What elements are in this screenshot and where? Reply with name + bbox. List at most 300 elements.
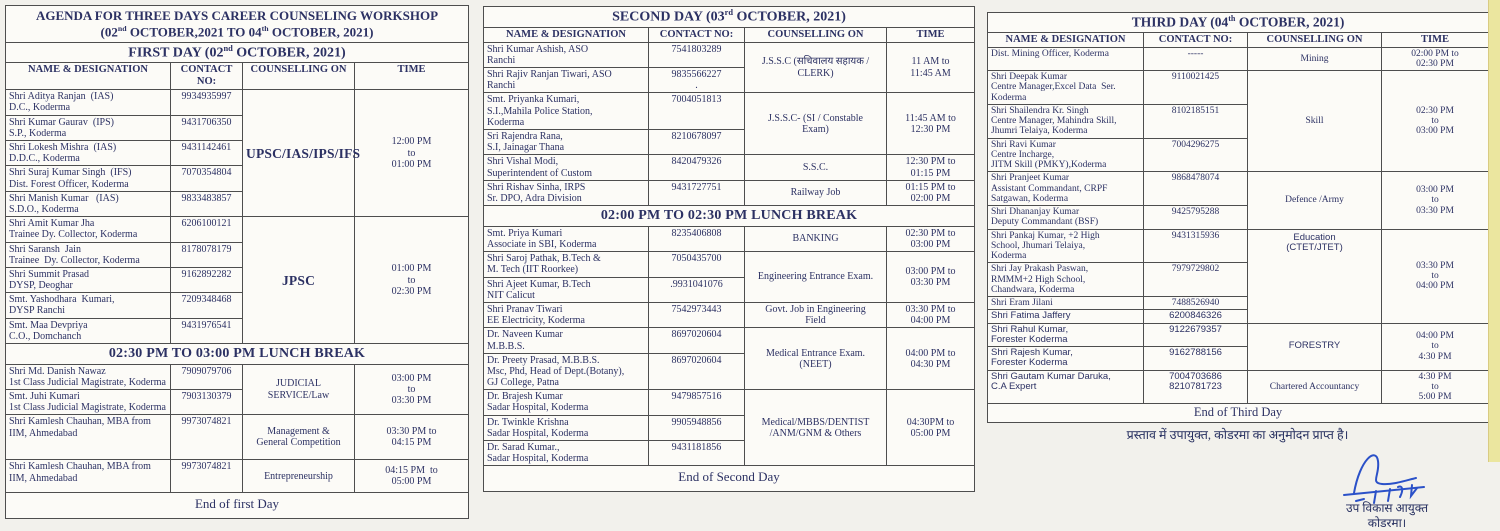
cell-line: 9973074821	[181, 416, 232, 428]
cell-line: 03:30 PM	[391, 395, 432, 407]
cell-line: JUDICIAL	[276, 378, 321, 390]
cell-line: 7070354804	[181, 167, 232, 179]
scan-edge-strip	[1488, 0, 1500, 462]
name-cell	[6, 460, 171, 493]
cell-line: 7004296275	[1171, 139, 1220, 150]
col-header-counselling: COUNSELLING ON	[745, 27, 887, 42]
cell-line: 02:30 PM	[1416, 58, 1454, 69]
contact-cell	[171, 217, 243, 242]
cell-line: Shri Fatima Jaffery	[991, 310, 1071, 322]
cell-line: Exam)	[802, 123, 829, 135]
cell-line: 04:00 PM to	[905, 347, 956, 359]
day1-title	[6, 42, 469, 63]
workshop-title-cell	[6, 6, 469, 43]
cell-line: Shri Lokesh Mishra (IAS)	[9, 142, 117, 154]
cell-line: 03:00 PM	[910, 239, 951, 251]
name-cell	[988, 323, 1144, 347]
cell-line: UPSC/IAS/IPS/IFS	[246, 145, 361, 161]
contact-cell	[171, 242, 243, 267]
time-cell	[355, 364, 469, 415]
col-header-counselling: COUNSELLING ON	[1248, 32, 1382, 47]
contact-cell	[171, 267, 243, 292]
cell-line: 04:00 PM	[1416, 331, 1454, 342]
counselling-cell	[745, 42, 887, 93]
cell-line: Chandwara, Koderma	[991, 284, 1075, 295]
cell-line: 1st Class Judicial Magistrate, Koderma	[9, 376, 166, 388]
cell-line: Sadar Hospital, Koderma	[487, 427, 589, 439]
contact-cell	[649, 353, 745, 390]
name-cell	[6, 364, 171, 389]
signatory-title: उप विकास आयुक्त	[1345, 500, 1429, 515]
contact-cell	[1144, 206, 1248, 230]
name-cell	[988, 347, 1144, 371]
ordinal-superscript: nd	[223, 43, 233, 53]
name-cell	[988, 263, 1144, 297]
cell-line: J.S.S.C- (SI / Constable	[767, 112, 863, 124]
contact-cell	[1144, 370, 1248, 404]
cell-line: 03:30 PM	[910, 277, 951, 289]
lunch-break-label: 02:00 PM TO 02:30 PM LUNCH BREAK	[484, 206, 975, 227]
signature-block	[1312, 443, 1462, 531]
counselling-cell	[243, 217, 355, 344]
cell-line: Assistant Commandant, CRPF	[991, 183, 1108, 194]
name-cell	[6, 390, 171, 415]
cell-line: Shri Amit Kumar Jha	[9, 218, 95, 230]
contact-cell	[1144, 138, 1248, 172]
contact-cell	[171, 364, 243, 389]
day-end-row	[988, 404, 1489, 423]
name-cell	[484, 130, 649, 155]
agenda-row	[6, 364, 469, 389]
cell-line: S.D.O., Koderma	[9, 203, 79, 215]
cell-line: Shri Rishav Sinha, IRPS	[487, 181, 586, 193]
name-cell	[484, 226, 649, 251]
cell-line: 11:45 AM to	[905, 112, 956, 124]
cell-line: Shri Pranjeet Kumar	[991, 173, 1070, 184]
contact-cell	[649, 42, 745, 67]
time-cell	[1382, 229, 1489, 323]
counselling-cell	[243, 364, 355, 415]
contact-cell	[649, 226, 745, 251]
cell-line: General Competition	[256, 437, 341, 449]
workshop-title: AGENDA FOR THREE DAYS CAREER COUNSELING WORKSHOP	[35, 8, 439, 23]
time-cell	[887, 328, 975, 390]
time-cell	[887, 390, 975, 466]
cell-line: Shri Md. Danish Nawaz	[9, 365, 106, 377]
cell-line: Shri Saransh Jain	[9, 243, 81, 255]
cell-line: Shri Rajiv Ranjan Tiwari, ASO	[487, 69, 612, 81]
cell-line: Field	[805, 315, 826, 327]
contact-cell	[1144, 172, 1248, 206]
time-cell	[887, 42, 975, 93]
cell-line: to	[407, 274, 416, 286]
ordinal-superscript: nd	[117, 23, 127, 33]
title-text: FIRST DAY (02	[128, 45, 224, 61]
agenda-row	[988, 47, 1489, 71]
cell-line: to	[407, 147, 416, 159]
cell-line: to	[1431, 270, 1439, 281]
agenda-row	[6, 460, 469, 493]
name-cell	[484, 252, 649, 277]
cell-line: 03:30 PM	[1416, 205, 1454, 216]
cell-line: 9431727751	[671, 181, 722, 193]
name-cell	[484, 155, 649, 180]
workshop-date-range	[8, 24, 466, 40]
contact-cell	[171, 415, 243, 460]
cell-line: Ranchi	[487, 54, 516, 66]
cell-line: JPSC	[281, 272, 316, 288]
col-header-counselling: COUNSELLING ON	[243, 63, 355, 90]
cell-line: to	[1431, 381, 1439, 392]
cell-line: 9934935997	[181, 91, 232, 103]
cell-line: Sr. DPO, Adra Division	[487, 192, 582, 204]
name-cell	[484, 390, 649, 415]
col-header-name: NAME & DESIGNATION	[6, 63, 171, 90]
contact-cell	[1144, 47, 1248, 71]
time-cell	[887, 226, 975, 251]
day3-table	[987, 12, 1489, 423]
cell-line: Shri Kumar Gaurav (IPS)	[9, 116, 114, 128]
time-cell	[1382, 323, 1489, 370]
cell-line: S.S.C.	[802, 162, 829, 173]
title-text: OCTOBER, 2021)	[232, 45, 346, 61]
contact-cell	[649, 155, 745, 180]
contact-cell	[171, 166, 243, 191]
contact-cell	[649, 277, 745, 302]
cell-line: 01:00 PM	[391, 158, 432, 170]
cell-line: 9973074821	[181, 461, 232, 473]
contact-cell	[649, 390, 745, 415]
cell-line: 8235406808	[671, 227, 722, 239]
time-cell	[1382, 47, 1489, 71]
cell-line: 03:30 PM to	[905, 303, 956, 315]
day2-title	[484, 7, 975, 28]
contact-cell	[1144, 229, 1248, 263]
cell-line: Jhumri Telaiya, Koderma	[991, 126, 1088, 137]
cell-line: GJ College, Patna	[487, 377, 559, 389]
cell-line: 02:00 PM	[910, 192, 951, 204]
cell-line: 9835566227	[671, 69, 722, 81]
agenda-row	[6, 415, 469, 460]
lunch-break-row	[6, 344, 469, 365]
name-cell	[484, 42, 649, 67]
cell-line: M.B.B.S.	[487, 340, 525, 352]
lunch-break-label: 02:30 PM TO 03:00 PM LUNCH BREAK	[6, 344, 469, 365]
cell-line: 05:00 PM	[910, 427, 951, 439]
cell-line: JITM Skill (PMKY),Koderma	[991, 160, 1107, 171]
cell-line: Ranchi	[487, 80, 516, 92]
name-cell	[484, 302, 649, 327]
cell-line: Shri Saroj Pathak, B.Tech &	[487, 253, 601, 265]
cell-line: Shri Pranav Tiwari	[487, 303, 563, 315]
cell-line: (CTET/JTET)	[1286, 241, 1343, 253]
cell-line: Skill	[1305, 116, 1324, 127]
cell-line: Railway Job	[790, 187, 841, 199]
cell-line: D.D.C., Koderma	[9, 153, 80, 165]
name-cell	[484, 277, 649, 302]
cell-line: Shri Gautam Kumar Daruka,	[991, 370, 1111, 382]
contact-cell	[171, 390, 243, 415]
day-end-label: End of first Day	[6, 493, 469, 519]
ordinal-superscript: th	[261, 23, 269, 33]
contact-cell	[649, 252, 745, 277]
cell-line: Shri Kamlesh Chauhan, MBA from	[9, 461, 151, 473]
name-cell	[988, 229, 1144, 263]
cell-line: 8210781723	[1169, 380, 1222, 392]
cell-line: 5:00 PM	[1418, 392, 1452, 403]
cell-line: Dr. Preety Prasad, M.B.B.S.	[487, 354, 600, 366]
cell-line: 9122679357	[1169, 323, 1222, 335]
col-header-contact: CONTACT NO:	[171, 63, 243, 90]
cell-line: Centre Manager, Mahindra Skill,	[991, 116, 1117, 127]
cell-line: to	[1431, 195, 1439, 206]
cell-line: 9479857516	[671, 391, 722, 403]
cell-line: 8697020604	[671, 329, 722, 341]
cell-line: Dr. Sarad Kumar.,	[487, 442, 560, 454]
col-header-time: TIME	[355, 63, 469, 90]
col-header-name: NAME & DESIGNATION	[988, 32, 1144, 47]
cell-line: Sadar Hospital, Koderma	[487, 453, 589, 465]
title-text: OCTOBER,2021 TO 04	[126, 23, 262, 39]
cell-line: 7488526940	[1171, 298, 1220, 309]
cell-line: 03:00 PM	[1416, 126, 1454, 137]
counselling-cell	[745, 226, 887, 251]
counselling-cell	[1248, 323, 1382, 370]
contact-cell	[1144, 297, 1248, 310]
cell-line: FORESTRY	[1288, 340, 1341, 352]
cell-line: Centre Manager,Excel Data Ser.	[991, 82, 1116, 93]
cell-line: BANKING	[792, 233, 839, 245]
contact-cell	[1144, 310, 1248, 323]
day2-header-row	[484, 27, 975, 42]
cell-line: EE Electricity, Koderma	[487, 315, 585, 327]
cell-line: 8420479326	[671, 156, 722, 168]
counselling-cell	[243, 460, 355, 493]
name-cell	[484, 93, 649, 130]
cell-line: C.O., Domchanch	[9, 330, 82, 342]
day1-rows	[6, 90, 469, 519]
cell-line: Dist. Forest Officer, Koderma	[9, 178, 129, 190]
name-cell	[6, 141, 171, 166]
counselling-cell	[745, 302, 887, 327]
title-text: OCTOBER, 2021)	[268, 23, 374, 39]
day2-section	[483, 6, 974, 492]
day2-rows	[484, 42, 975, 491]
agenda-row	[484, 93, 975, 130]
cell-line: 8178078179	[181, 243, 232, 255]
name-cell	[988, 370, 1144, 404]
cell-line: CLERK)	[797, 67, 834, 79]
day3-section	[987, 12, 1488, 531]
name-cell	[6, 90, 171, 115]
cell-line: 6206100121	[181, 218, 232, 230]
cell-line: DYSP Ranchi	[9, 305, 66, 317]
cell-line: Shri Rahul Kumar,	[991, 323, 1069, 335]
cell-line: 7542973443	[671, 303, 722, 315]
counselling-cell	[1248, 229, 1382, 323]
cell-line: Forester Koderma	[991, 333, 1068, 345]
agenda-row	[6, 90, 469, 115]
cell-line: 01:00 PM	[391, 263, 432, 275]
name-cell	[484, 68, 649, 93]
contact-cell	[649, 130, 745, 155]
agenda-row	[988, 370, 1489, 404]
cell-line: Shri Deepak Kumar	[991, 72, 1067, 83]
col-header-contact: CONTACT NO:	[649, 27, 745, 42]
cell-line: Education	[1293, 231, 1336, 243]
contact-cell	[171, 90, 243, 115]
day-end-row	[484, 466, 975, 492]
cell-line: 02:30 PM	[1416, 105, 1454, 116]
cell-line: 01:15 PM to	[905, 181, 956, 193]
cell-line: 04:30PM to	[906, 416, 955, 428]
cell-line: Govt. Job in Engineering	[765, 303, 866, 315]
ordinal-superscript: rd	[724, 8, 734, 17]
cell-line: 12:00 PM	[391, 136, 432, 148]
name-cell	[988, 172, 1144, 206]
ordinal-superscript: th	[1228, 14, 1236, 23]
counselling-cell	[745, 155, 887, 180]
name-cell	[6, 191, 171, 216]
cell-line: Shri Summit Prasad	[9, 268, 90, 280]
cell-line: Superintendent of Custom	[487, 167, 592, 179]
agenda-row	[484, 155, 975, 180]
cell-line: 9431142461	[181, 142, 232, 154]
counselling-cell	[745, 390, 887, 466]
cell-line: 8102185151	[1171, 105, 1220, 116]
cell-line: Smt. Priyanka Kumari,	[487, 94, 580, 106]
counselling-cell	[745, 180, 887, 205]
day1-table	[5, 5, 469, 519]
time-cell	[355, 460, 469, 493]
time-cell	[1382, 71, 1489, 172]
cell-line: 12:30 PM	[910, 123, 951, 135]
name-cell	[6, 217, 171, 242]
cell-line: Shri Ravi Kumar	[991, 139, 1056, 150]
time-cell	[887, 180, 975, 205]
name-cell	[988, 138, 1144, 172]
cell-line: Shri Kamlesh Chauhan, MBA from	[9, 416, 151, 428]
cell-line: 9833483857	[181, 192, 232, 204]
contact-cell	[1144, 71, 1248, 105]
cell-line: NIT Calicut	[487, 289, 535, 301]
counselling-cell	[243, 90, 361, 217]
cell-line: Shri Jay Prakash Paswan,	[991, 264, 1089, 275]
title-text: SECOND DAY (03	[612, 9, 725, 25]
cell-line: Msc, Phd, Head of Dept.(Botany),	[487, 365, 625, 377]
cell-line: Shri Vishal Modi,	[487, 156, 559, 168]
title-text: THIRD DAY (04	[1131, 14, 1229, 30]
cell-line: .	[695, 80, 698, 92]
cell-line: 8210678097	[671, 131, 722, 143]
cell-line: 04:30 PM	[910, 358, 951, 370]
cell-line: Shri Kumar Ashish, ASO	[487, 43, 589, 55]
cell-line: (NEET)	[799, 358, 832, 370]
cell-line: 11 AM to	[911, 56, 950, 68]
cell-line: Mining	[1300, 53, 1329, 64]
cell-line: Shri Dhananjay Kumar	[991, 207, 1080, 218]
agenda-row	[484, 252, 975, 277]
cell-line: 12:30 PM to	[905, 156, 956, 168]
cell-line: 11:45 AM	[910, 67, 951, 79]
cell-line: RMMM+2 High School,	[991, 274, 1086, 285]
contact-cell	[1144, 263, 1248, 297]
day-end-label: End of Third Day	[988, 404, 1489, 423]
day1-title-row	[6, 42, 469, 63]
counselling-cell	[1248, 172, 1382, 229]
contact-cell	[649, 328, 745, 353]
name-cell	[484, 441, 649, 466]
cell-line: Sri Rajendra Rana,	[487, 131, 563, 143]
contact-cell	[1144, 323, 1248, 347]
cell-line: Dr. Twinkle Krishna	[487, 416, 569, 428]
cell-line: Shri Suraj Kumar Singh (IFS)	[9, 167, 132, 179]
cell-line: 7004051813	[671, 94, 722, 106]
cell-line: Koderma	[487, 116, 525, 128]
agenda-row	[484, 42, 975, 67]
cell-line: 9110021425	[1171, 72, 1220, 83]
approval-note-hindi: प्रस्ताव में उपायुक्त, कोडरमा का अनुमोदन प्राप्त है।	[1126, 427, 1349, 442]
name-cell	[988, 71, 1144, 105]
cell-line: -----	[1187, 48, 1204, 59]
cell-line: School, Jhumari Telaiya,	[991, 240, 1086, 251]
time-cell	[355, 90, 469, 217]
cell-line: 03:00 PM	[1416, 185, 1454, 196]
contact-cell	[649, 441, 745, 466]
title-text: OCTOBER, 2021)	[1235, 14, 1345, 30]
time-cell	[355, 415, 469, 460]
cell-line: Dist. Mining Officer, Koderma	[991, 48, 1109, 59]
agenda-row	[484, 226, 975, 251]
day3-title-row	[988, 13, 1489, 33]
day-end-label: End of Second Day	[484, 466, 975, 492]
cell-line: Trainee Dy. Collector, Koderma	[9, 254, 140, 266]
cell-line: 05:00 PM	[391, 476, 432, 488]
cell-line: D.C., Koderma	[9, 102, 71, 114]
cell-line: 9162892282	[181, 268, 232, 280]
day-end-row	[6, 493, 469, 519]
agenda-row	[484, 328, 975, 353]
cell-line: Chartered Accountancy	[1269, 381, 1360, 392]
cell-line: 04:00 PM	[910, 315, 951, 327]
cell-line: Shri Shailendra Kr. Singh	[991, 105, 1089, 116]
cell-line: 8697020604	[671, 354, 722, 366]
cell-line: Centre Incharge,	[991, 149, 1055, 160]
name-cell	[988, 104, 1144, 138]
col-header-contact: CONTACT NO:	[1144, 32, 1248, 47]
name-cell	[484, 328, 649, 353]
cell-line: Shri Ajeet Kumar, B.Tech	[487, 278, 591, 290]
name-cell	[6, 293, 171, 318]
cell-line: 6200846326	[1169, 310, 1222, 322]
cell-line: Shri Aditya Ranjan (IAS)	[9, 91, 114, 103]
workshop-title-row	[6, 6, 469, 43]
cell-line: S.I, Jainagar Thana	[487, 142, 565, 154]
time-cell	[1382, 172, 1489, 229]
cell-line: J.S.S.C (सचिवालय सहायक /	[761, 56, 870, 68]
cell-line: Satgawan, Koderma	[991, 193, 1069, 204]
name-cell	[484, 415, 649, 440]
cell-line: Forester Koderma	[991, 357, 1068, 369]
contact-cell	[171, 191, 243, 216]
cell-line: S.P., Koderma	[9, 127, 67, 139]
cell-line: Koderma	[991, 251, 1027, 262]
cell-line: 7903130379	[181, 391, 232, 403]
cell-line: Medical/MBBS/DENTIST	[761, 416, 870, 428]
cell-line: Trainee Dy. Collector, Koderma	[9, 229, 138, 241]
cell-line: 9431706350	[181, 116, 232, 128]
day3-title	[988, 13, 1489, 33]
